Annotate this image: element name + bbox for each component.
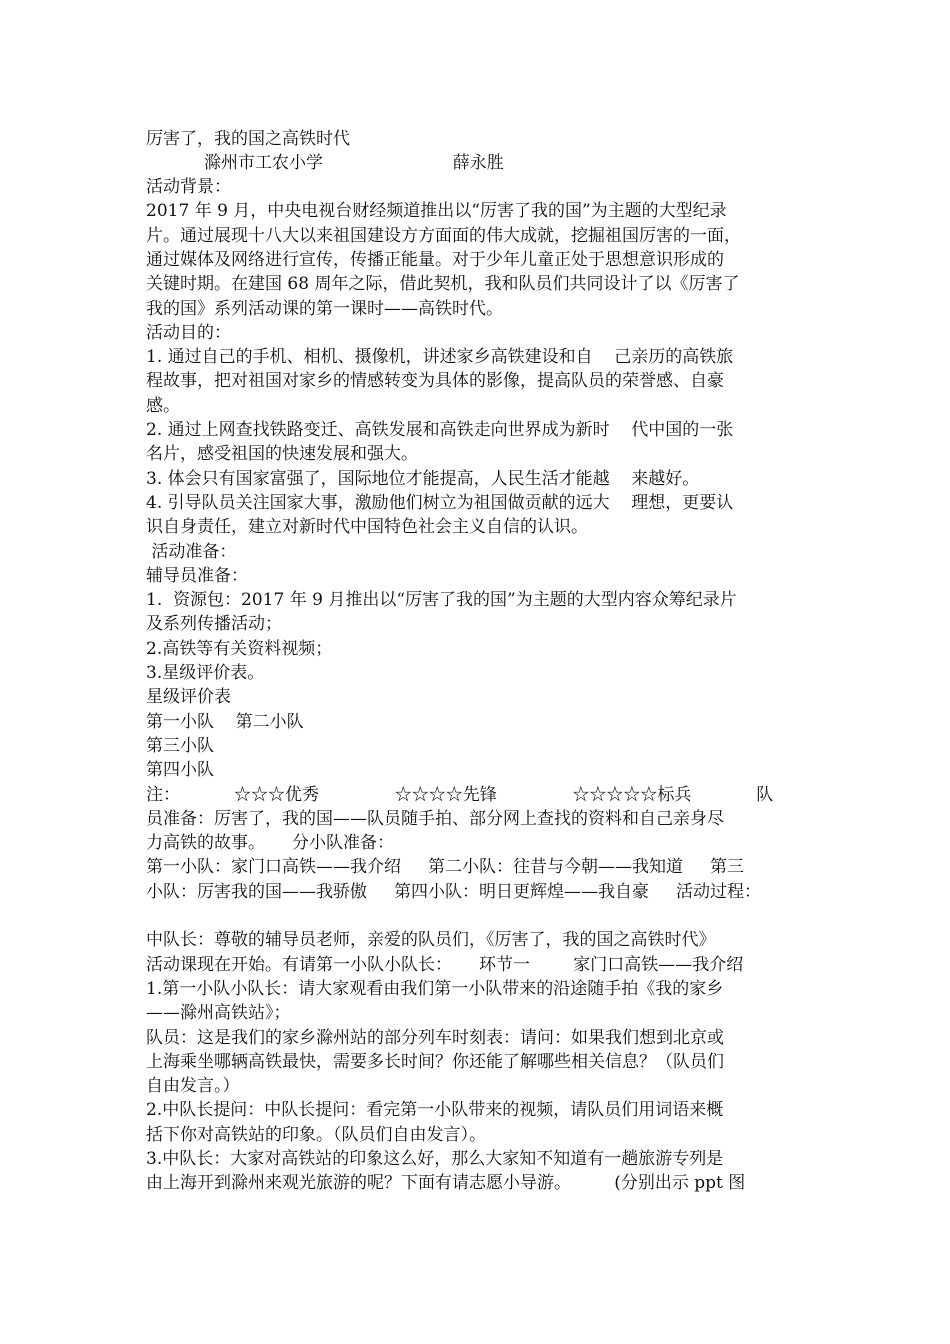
body-line: 星级评价表 (146, 687, 231, 707)
body-line: 活动准备： (146, 542, 237, 562)
body-line: 活动课现在开始。有请第一小队小队长： 环节一 家门口高铁——我介绍 (146, 955, 744, 975)
body-line: 关键时期。在建国 68 周年之际，借此契机，我和队员们共同设计了以《厉害了 (146, 274, 740, 294)
body-line: 片。通过展现十八大以来祖国建设方方面面的伟大成就，挖掘祖国厉害的一面， (146, 226, 741, 246)
body-line: 2. 通过上网查找铁路变迁、高铁发展和高铁走向世界成为新时 代中国的一张 (146, 420, 734, 440)
body-line: 程故事，把对祖国对家乡的情感转变为具体的影像，提高队员的荣誉感、自豪 (146, 371, 724, 391)
body-line: ——滁州高铁站》； (146, 1003, 291, 1023)
body-line: 自由发言。） (146, 1076, 240, 1096)
body-line: 3.中队长：大家对高铁站的印象这么好，那么大家知不知道有一趟旅游专列是 (146, 1149, 724, 1169)
body-line: 我的国》系列活动课的第一课时——高铁时代。 (146, 299, 503, 319)
body-line: 2.高铁等有关资料视频； (146, 639, 333, 659)
body-line: 4. 引导队员关注国家大事，激励他们树立为祖国做贡献的远大 理想，更要认 (146, 493, 734, 513)
body-line: 及系列传播活动； (146, 614, 282, 634)
body-line: 2.中队长提问：中队长提问：看完第一小队带来的视频，请队员们用词语来概 (146, 1100, 724, 1120)
body-line: 由上海开到滁州来观光旅游的呢？下面有请志愿小导游。 (分别出示 ppt 图 (146, 1173, 746, 1193)
body-line: 2017 年 9 月，中央电视台财经频道推出以“厉害了我的国”为主题的大型纪录 (146, 201, 727, 221)
body-line: 中队长：尊敬的辅导员老师，亲爱的队员们，《厉害了，我的国之高铁时代》 (146, 930, 716, 950)
body-line: 力高铁的故事。 分小队准备： (146, 833, 395, 853)
body-line: 第一小队 第二小队 (146, 712, 304, 732)
body-line: 名片，感受祖国的快速发展和强大。 (146, 444, 418, 464)
body-line: 注： ☆☆☆优秀 ☆☆☆☆先锋 ☆☆☆☆☆标兵 队 (146, 785, 774, 805)
body-line: 第一小队：家门口高铁——我介绍 第二小队：往昔与今朝——我知道 第三 (146, 857, 745, 877)
body-line: 1.第一小队小队长：请大家观看由我们第一小队带来的沿途随手拍《我的家乡 (146, 979, 724, 999)
body-line: 活动目的： (146, 323, 231, 343)
body-line: 员准备：厉害了，我的国——队员随手拍、部分网上查找的资料和自己亲身尽 (146, 809, 724, 829)
body-line: 1. 通过自己的手机、相机、摄像机，讲述家乡高铁建设和自 己亲历的高铁旅 (146, 347, 734, 367)
document-title: 厉害了，我的国之高铁时代 (146, 129, 350, 149)
body-line: 1. 资源包：2017 年 9 月推出以“厉害了我的国”为主题的大型内容众筹纪录片 (146, 590, 737, 610)
body-line: 第三小队 (146, 736, 214, 756)
body-line: 第四小队 (146, 760, 214, 780)
body-line: 括下你对高铁站的印象。（队员们自由发言）。 (146, 1125, 486, 1145)
body-line: 队员：这是我们的家乡滁州站的部分列车时刻表：请问：如果我们想到北京或 (146, 1028, 724, 1048)
body-line: 活动背景： (146, 177, 231, 197)
body-line: 通过媒体及网络进行宣传，传播正能量。对于少年儿童正处于思想意识形成的 (146, 250, 724, 270)
body-line: 3.星级评价表。 (146, 663, 265, 683)
body-line: 识自身责任，建立对新时代中国特色社会主义自信的认识。 (146, 517, 588, 537)
body-line: 感。 (146, 396, 180, 416)
author-line: 滁州市工农小学 薛永胜 (204, 153, 504, 173)
body-line: 上海乘坐哪辆高铁最快，需要多长时间？你还能了解哪些相关信息？（队员们 (146, 1052, 724, 1072)
body-line: 小队：厉害我的国——我骄傲 第四小队：明日更辉煌——我自豪 活动过程： (146, 882, 762, 902)
body-line: 辅导员准备： (146, 566, 248, 586)
body-line: 3. 体会只有国家富强了，国际地位才能提高，人民生活才能越 来越好。 (146, 469, 700, 489)
